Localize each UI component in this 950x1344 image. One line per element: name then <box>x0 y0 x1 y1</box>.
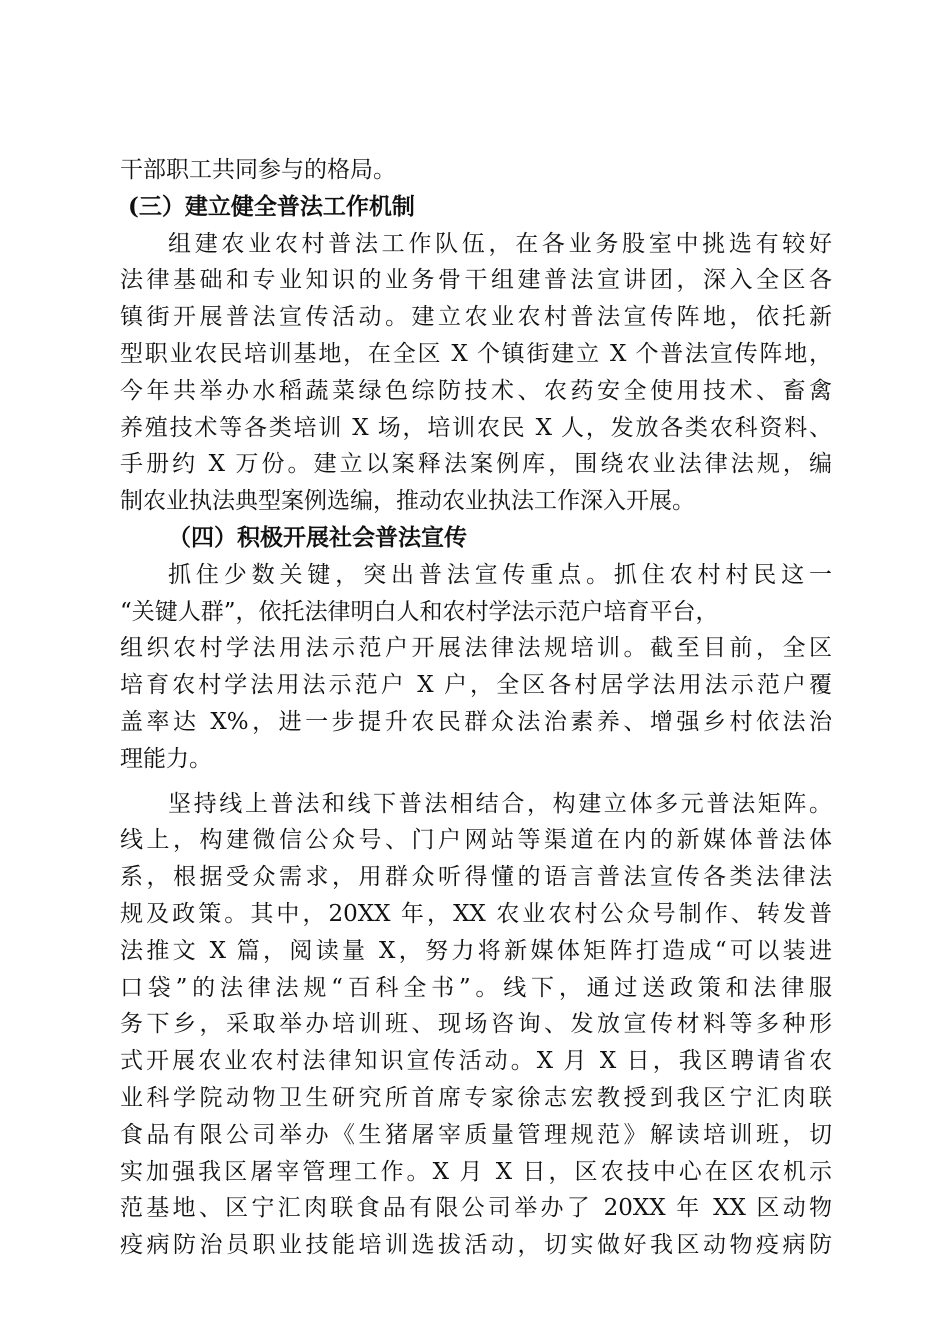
text-line: 抓住少数关键，突出普法宣传重点。抓住农村村民这一 <box>168 561 832 588</box>
text-line: 法律基础和专业知识的业务骨干组建普法宣讲团，深入全区各 <box>120 267 832 294</box>
text-line: “关键人群”，依托法律明白人和农村学法示范户培育平台， <box>120 598 719 625</box>
text-line: 法推文 X 篇，阅读量 X，努力将新媒体矩阵打造成“可以装进 <box>120 937 832 964</box>
text-line: 养殖技术等各类培训 X 场，培训农民 X 人，发放各类农科资料、 <box>120 414 832 441</box>
text-line: 手册约 X 万份。建立以案释法案例库，围绕农业法律法规，编 <box>120 451 832 478</box>
text-line: 口袋”的法律法规“百科全书”。线下，通过送政策和法律服 <box>120 974 832 1001</box>
text-line: 组织农村学法用法示范户开展法律法规培训。截至目前，全区 <box>120 635 832 662</box>
text-line: 疫病防治员职业技能培训选拔活动，切实做好我区动物疫病防 <box>120 1232 832 1259</box>
text-line: 今年共举办水稻蔬菜绿色综防技术、农药安全使用技术、畜禽 <box>120 377 832 404</box>
text-line: 线上，构建微信公众号、门户网站等渠道在内的新媒体普法体 <box>120 827 832 854</box>
text-line: 组建农业农村普法工作队伍，在各业务股室中挑选有较好 <box>168 230 832 257</box>
text-line: 系，根据受众需求，用群众听得懂的语言普法宣传各类法律法 <box>120 864 832 891</box>
section-heading: （四）积极开展社会普法宣传 <box>168 523 467 551</box>
text-line: 范基地、区宁汇肉联食品有限公司举办了 20XX 年 XX 区动物 <box>120 1195 832 1222</box>
text-line: 干部职工共同参与的格局。 <box>120 157 396 183</box>
text-line: 培育农村学法用法示范户 X 户，全区各村居学法用法示范户覆 <box>120 672 832 699</box>
text-line: 盖率达 X%，进一步提升农民群众法治素养、增强乡村依法治 <box>120 708 832 735</box>
document-page <box>120 152 832 1264</box>
text-line: 业科学院动物卫生研究所首席专家徐志宏教授到我区宁汇肉联 <box>120 1084 832 1111</box>
text-line: 食品有限公司举办《生猪屠宰质量管理规范》解读培训班，切 <box>120 1121 832 1148</box>
section-heading: (三）建立健全普法工作机制 <box>128 192 415 220</box>
text-line: 型职业农民培训基地，在全区 X 个镇街建立 X 个普法宣传阵地， <box>120 340 832 367</box>
text-line: 实加强我区屠宰管理工作。X 月 X 日，区农技中心在区农机示 <box>120 1158 832 1185</box>
text-line: 坚持线上普法和线下普法相结合，构建立体多元普法矩阵。 <box>168 790 832 817</box>
text-line: 制农业执法典型案例选编，推动农业执法工作深入开展。 <box>120 488 695 515</box>
text-line: 镇街开展普法宣传活动。建立农业农村普法宣传阵地，依托新 <box>120 304 832 331</box>
text-line: 务下乡，采取举办培训班、现场咨询、发放宣传材料等多种形 <box>120 1011 832 1038</box>
text-line: 理能力。 <box>120 745 212 772</box>
text-line: 式开展农业农村法律知识宣传活动。X 月 X 日，我区聘请省农 <box>120 1048 832 1075</box>
text-line: 规及政策。其中，20XX 年，XX 农业农村公众号制作、转发普 <box>120 900 832 927</box>
paragraph-gap <box>120 778 832 786</box>
